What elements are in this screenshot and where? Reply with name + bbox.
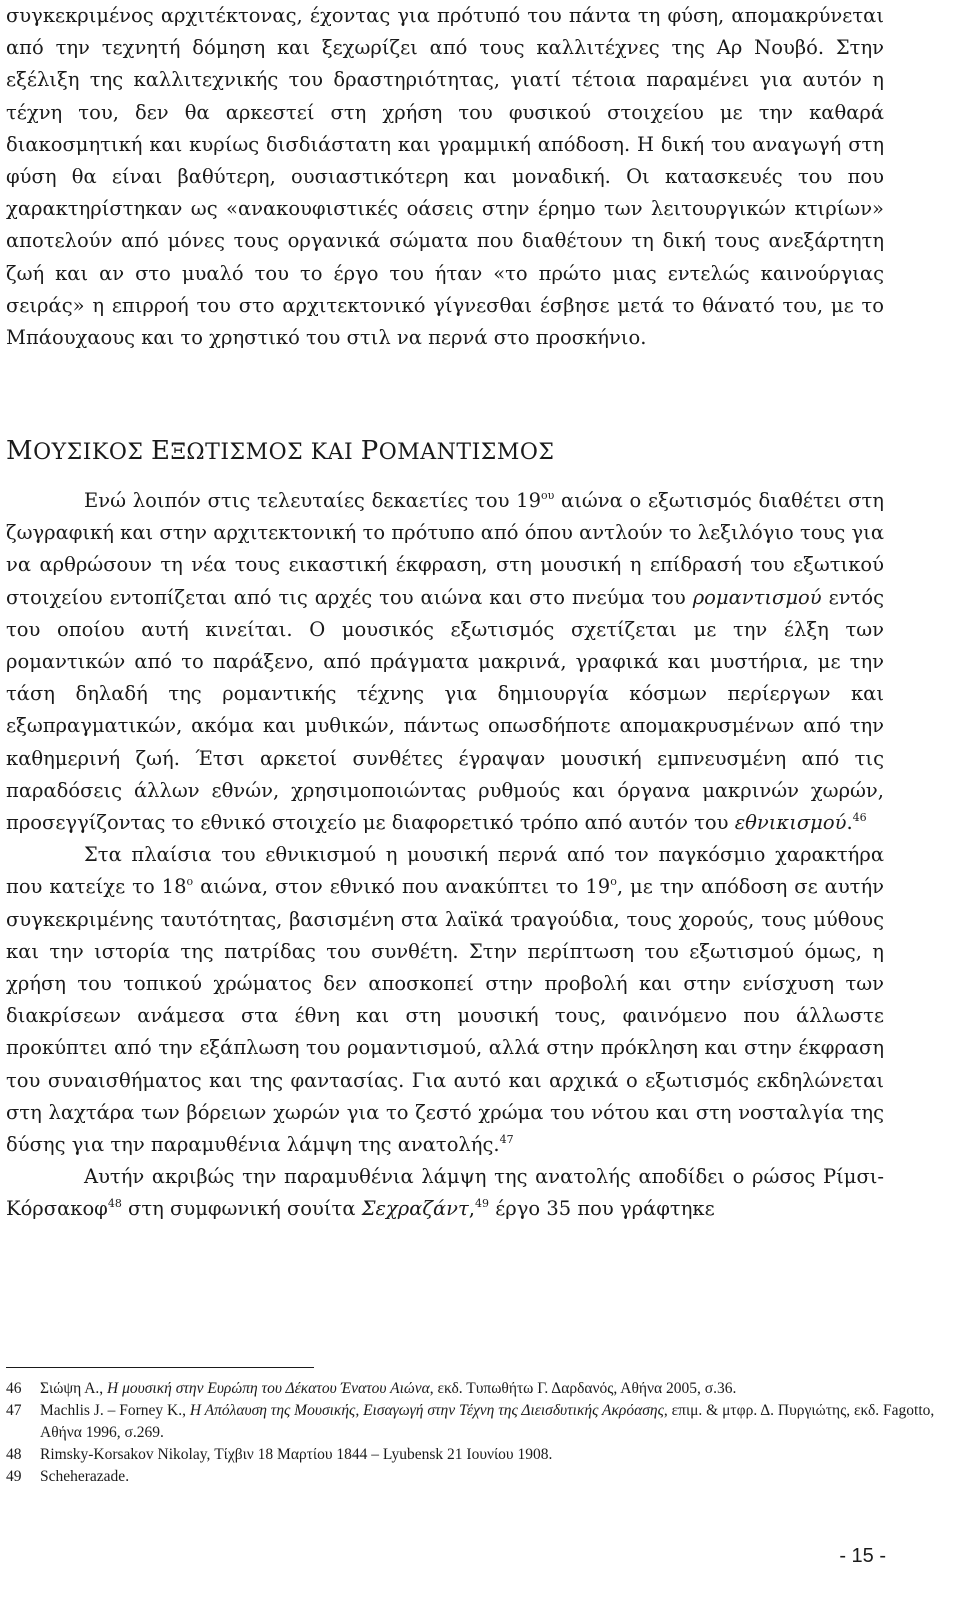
footnote-number: 48 [6,1446,22,1463]
footnote-item [6,1400,936,1444]
section-heading: ΜΟΥΣΙΚΟΣ ΕΞΩΤΙΣΜΟΣ ΚΑΙ ΡΟΜΑΝΤΙΣΜΟΣ [6,436,555,466]
footnote-ref-48[interactable]: 48 [107,1197,122,1211]
footnote-item [6,1378,936,1400]
paragraph-architecture: συγκεκριμένος αρχιτέκτονας, έχοντας για πρότυπό του πάντα τη φύση, απομακρύνεται από την τεχνητή δόμηση και ξεχωρίζει από τους καλλιτέχνες της Αρ Νουβό. Στην εξέλιξη της καλλιτεχνικής του δραστηριότητας, γιατί τέτοια παραμένει για αυτόν η τέχνη του, δεν θα αρκεστεί στη χρήση του φυσικού στοιχείου με την καθαρά διακοσμητική και κυρίως δισδιάστατη και γραμμική απόδοση. Η δική του αναγωγή στη φύση θα είναι βαθύτερη, ουσιαστικότερη και μοναδική. Οι κατασκευές του που χαρακτηρίστηκαν ως «ανακουφιστικές οάσεις στην έρημο των λειτουργικών κτιρίων» αποτελούν από μόνες τους οργανικά σώματα που διαθέτουν τη δική τους ανεξάρτητη ζωή και αν στο μυαλό του το έργο του ήταν «το πρώτο μιας εντελώς καινούργιας σειράς» η επιρροή του στο αρχιτεκτονικό γίγνεσθαι έσβησε μετά το θάνατό του, με το Μπάουχαους και το χρηστικό του στιλ να περνά στο προσκήνιο. [6,4,884,350]
footnotes [6,1378,936,1488]
body-text-top [6,0,884,354]
page-number: - 15 - [839,1545,886,1567]
footnote-divider [6,1367,314,1368]
footnote-ref-49[interactable]: 49 [475,1197,489,1211]
footnote-ref-46[interactable]: 46 [852,811,867,825]
paragraph-exoticism: Ενώ λοιπόν στις τελευταίες δεκαετίες του $19^{o\upsilon}$ αιώνα ο εξωτισμός διαθέτει στη ζωγραφική και στην αρχιτεκτονική το πρότυπο από όπου αντλούν το λεξιλόγιο τους για να αρθρώσουν τη νέα τους εικαστική έκφραση, στη μουσική η επίδρασή του εξωτικού στοιχείου εντοπίζεται από τις αρχές του αιώνα και στο πνεύμα του ρομαντισμού εντός του οποίου αυτή κινείται. Ο μουσικός εξωτισμός σχετίζεται με την έλξη των ρομαντικών από το παράξενο, από πράγματα μακρινά, γραφικά και μυστήρια, με την τάση δηλαδή της ρομαντικής τέχνης για δημιουργία κόσμων περίεργων και εξωπραγματικών, ακόμα και μυθικών, πάντως οπωσδήποτε απομακρυσμένων από την καθημερινή ζωή. Έτσι αρκετοί συνθέτες έγραψαν μουσική εμπνευσμένη από τις παραδόσεις άλλων εθνών, χρησιμοποιώντας ρυθμούς και όργανα μακρινών χωρών, προσεγγίζοντας το εθνικό στοιχείο με διαφορετικό τρόπο από αυτόν του εθνικισμού.$^{46}$ [6,489,884,835]
footnote-number: 49 [6,1468,22,1485]
footnote-number: 46 [6,1380,22,1397]
footnote-text: Rimsky-Korsakov Nikolay, Τίχβιν 18 Μαρτίου 1844 – Lyubensk 21 Ιουνίου 1908. [40,1446,553,1463]
footnote-number: 47 [6,1402,22,1419]
footnote-item [6,1444,936,1466]
footnote-text: Scheherazade. [40,1468,130,1485]
paragraph-rimsky: Αυτήν ακριβώς την παραμυθένια λάμψη της ανατολής αποδίδει ο ρώσος Ρίμσι-Κόρσακοφ$^{48}$ στη συμφωνική σουίτα Σεχραζάντ,$^{49}$ έργο 35 που γράφτηκε [6,1165,884,1221]
footnote-text: Σιώψη Α., Η μουσική στην Ευρώπη του Δέκατου Ένατου Αιώνα, εκδ. Τυπωθήτω Γ. Δαρδανός, Αθήνα 2005, σ.36. [40,1380,737,1397]
footnote-ref-47[interactable]: 47 [499,1133,514,1147]
paragraph-nationalism: Στα πλαίσια του εθνικισμού η μουσική περνά από τον παγκόσμιο χαρακτήρα που κατείχε το $18^o$ αιώνα, στον εθνικό που ανακύπτει το $19^o$, με την απόδοση σε αυτήν συγκεκριμένης ταυτότητας, βασισμένη στα λαϊκά τραγούδια, τους χορούς, τους μύθους και την ιστορία της πατρίδας του συνθέτη. Στην περίπτωση του εξωτισμού όμως, η χρήση του τοπικού χρώματος δεν αποσκοπεί στην προβολή και στην ενίσχυση των διακρίσεων ανάμεσα στα έθνη και στη μουσική τους, φαινόμενο που άλλωστε προκύπτει από την εξάπλωση του ρομαντισμού, αλλά στην πρόκληση και στην έκφραση του συναισθήματος και της φαντασίας. Για αυτό και αρχικά ο εξωτισμός εκδηλώνεται στη λαχτάρα των βόρειων χωρών για το ζεστό χρώμα του νότου και στη νοσταλγία της δύσης για την παραμυθένια λάμψη της ανατολής.$^{47}$ [6,843,884,1157]
footnote-text: Machlis J. – Forney K., Η Απόλαυση της Μουσικής, Εισαγωγή στην Τέχνη της Διεισδυτικής Ακρόασης, επιμ. & μτφρ. Δ. Πυργιώτης, εκδ. Fagotto, Αθήνα 1996, σ.269. [40,1402,935,1441]
body-text-section [6,485,884,1226]
footnote-item [6,1466,936,1488]
